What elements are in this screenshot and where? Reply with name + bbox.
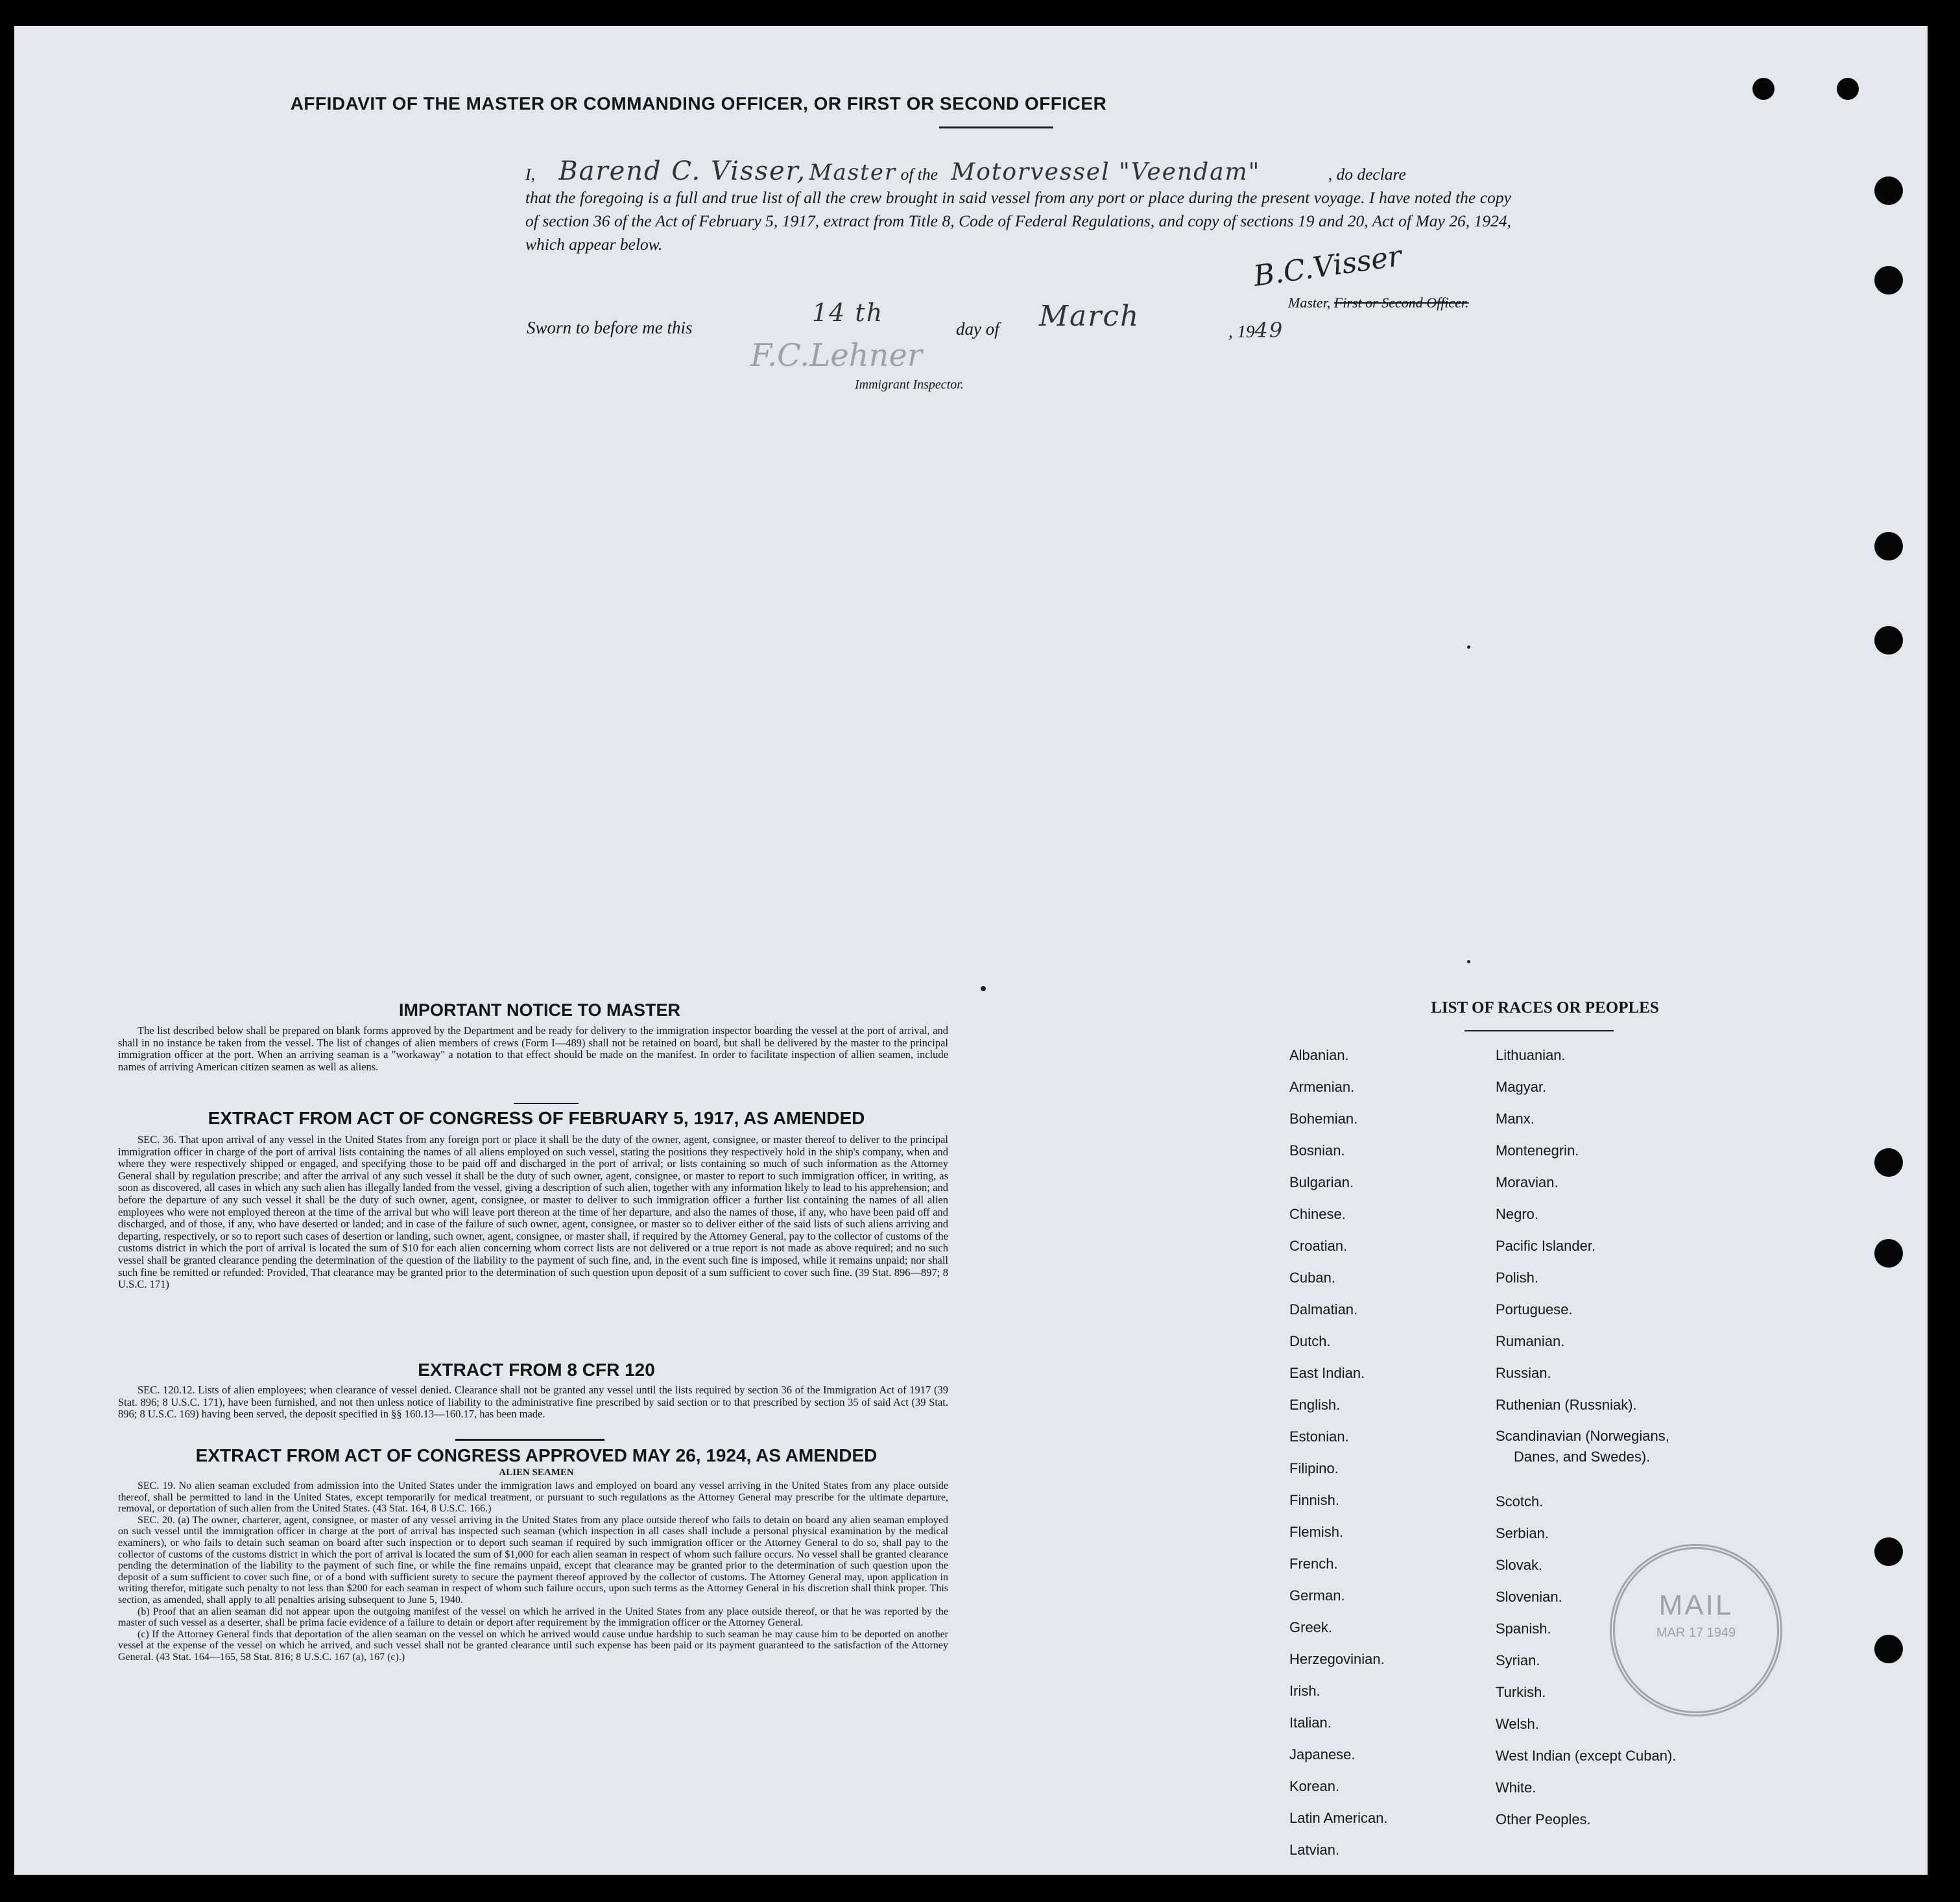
officer-label	[1288, 295, 1469, 311]
officer-signature: B.C.Visser	[1251, 239, 1404, 293]
race-item: Other Peoples.	[1496, 1811, 1591, 1827]
declaration-first-line	[525, 156, 1511, 186]
vessel-name-handwritten: Motorvessel "Veendam"	[951, 159, 1261, 186]
race-item: Slovenian.	[1496, 1589, 1562, 1605]
stamp-word: MAIL	[1658, 1589, 1734, 1621]
race-item: Greek.	[1289, 1619, 1333, 1635]
race-item: Welsh.	[1496, 1716, 1539, 1732]
sworn-month-handwritten: March	[1039, 300, 1140, 333]
race-item: West Indian (except Cuban).	[1496, 1748, 1677, 1764]
race-item: Armenian.	[1289, 1079, 1355, 1095]
binder-hole	[1874, 626, 1903, 655]
extract-1924-paragraph: (b) Proof that an alien seaman did not appear upon the outgoing manifest of the vessel on which he arrived in the United States from any place outside thereof, or that he was reported by the master of such vessel as a deserter, shall be prima facie evidence of a failure to detain or deport after requirement by the immigration officer or the Attorney General.	[118, 1606, 948, 1629]
pronoun: I,	[525, 165, 535, 184]
mail-stamp	[1610, 1544, 1782, 1716]
race-item: Cuban.	[1289, 1270, 1335, 1286]
race-item: Rumanian.	[1496, 1333, 1565, 1349]
document-page	[14, 26, 1928, 1875]
race-item: Syrian.	[1496, 1652, 1540, 1668]
speck	[1467, 645, 1470, 649]
race-item: Spanish.	[1496, 1620, 1551, 1637]
race-item: Ruthenian (Russniak).	[1496, 1397, 1637, 1413]
race-item: Croatian.	[1289, 1238, 1348, 1254]
do-declare: , do declare	[1328, 165, 1406, 184]
race-item: Lithuanian.	[1496, 1047, 1566, 1063]
sworn-year	[1228, 318, 1284, 343]
sworn-day-handwritten: 14 th	[812, 298, 884, 327]
stamp-date: MAR 17 1949	[1656, 1626, 1736, 1640]
race-item: Polish.	[1496, 1270, 1539, 1286]
races-column-2	[1496, 1039, 1768, 1835]
day-of: day of	[956, 319, 999, 339]
race-item: Russian.	[1496, 1365, 1551, 1381]
extract-1917-paragraph: SEC. 36. That upon arrival of any vessel in the United States from any foreign port or place it shall be the duty of the owner, agent, consignee, or master thereof to deliver to the principal immigration officer in charge of the port of arrival lists containing the names of all aliens employed on such vessel, stating the positions they respectively hold in the ship's company, when and where they were respectively shipped or engaged, and specifying those to be paid off and discharged in the port of arrival; or lists containing so much of such information as the Attorney General shall by regulation prescribe; and after the arrival of any such vessel it shall be the duty of such owner, agent, consignee, or master to report to such immigration officer, in writing, as soon as discovered, all cases in which any such alien has illegally landed from the vessel, giving a description of such alien, together with any information likely to lead to his apprehension; and before the departure of any such vessel it shall be the duty of such owner, agent, consignee, or master to deliver to such immigration officer a further list containing the names of all alien employees who were not employed thereon at the time of the arrival but who will leave port thereon at the time of her departure, and also the names of those, if any, who have been paid off and discharged, and of those, if any, who have deserted or landed; and in case of the failure of such owner, agent, consignee, or master so to deliver either of the said lists of such aliens arriving and departing, respectively, or so to report such cases of desertion or landing, such owner, agent, consignee, or master shall, if required by the Attorney General, pay to the collector of customs of the customs district in which the port of arrival is located the sum of $10 for each alien concerning whom correct lists are not delivered or a true report is not made as above required; and no such vessel shall be granted clearance pending the determination of the question of the liability to the payment of such fine, and, in the event such fine is imposed, while it remains unpaid; nor shall such fine be remitted or refunded: Provided, That clearance may be granted prior to the determination of such question upon deposit of a sum sufficient to cover such fine. (39 Stat. 896—897; 8 U.S.C. 171)	[118, 1133, 948, 1291]
races-column-1	[1289, 1039, 1484, 1866]
inspector-label: Immigrant Inspector.	[855, 378, 964, 392]
binder-hole	[1752, 78, 1775, 100]
race-item: Montenegrin.	[1496, 1142, 1579, 1159]
race-item: East Indian.	[1289, 1365, 1365, 1381]
extract-1917-heading: EXTRACT FROM ACT OF CONGRESS OF FEBRUARY 5, 1917, AS AMENDED	[208, 1108, 865, 1128]
race-item: Chinese.	[1289, 1206, 1346, 1222]
speck	[981, 986, 986, 991]
extract-1924-paragraph: SEC. 20. (a) The owner, charterer, agent, consignee, or master of any vessel arriving in the United States from any place outside thereof who fails to detain on board any alien seaman employed on such vessel until the immigration officer in charge at the port of arrival has inspected such seaman (which inspection in all cases shall include a personal physical examination by the medical examiners), or who fails to detain such seaman on board after such inspection or to deport such seaman if required by such immigration officer or the Attorney General to do so, shall pay to the collector of customs of the customs district in which the port of arrival is located the sum of $1,000 for each alien seaman in respect of whom such failure occurs. No vessel shall be granted clearance pending the determination of the liability to the payment of such fine, or while the fine remains unpaid, except that clearance may be granted prior to the determination of such question upon the deposit of a sum sufficient to cover such fine, or of a bond with sufficient surety to secure the payment thereof approved by the collector of customs. The Attorney General may, upon application in writing therefor, mitigate such penalty to not less than $200 for each seaman in respect of whom such failure occurs, upon such terms as the Attorney General in his discretion shall think proper. This section, as amended, shall apply to all penalties arising subsequent to June 5, 1940.	[118, 1514, 948, 1606]
race-item-scandinavian	[1496, 1421, 1768, 1486]
binder-hole	[1874, 1239, 1903, 1268]
binder-hole	[1874, 532, 1903, 560]
binder-hole	[1837, 78, 1859, 100]
extract-cfr-paragraph: SEC. 120.12. Lists of alien employees; when clearance of vessel denied. Clearance shall not be granted any vessel until the lists required by section 36 of the Immigration Act of 1917 (39 Stat. 896; 8 U.S.C. 171), have been furnished, and not then unless notice of liability to the administrative fine prescribed by said section or to that prescribed by section 35 of said Act (39 Stat. 896; 8 U.S.C. 169) having been served, the deposit specified in §§ 160.13—160.17, has been made.	[118, 1384, 948, 1421]
binder-hole	[1874, 176, 1903, 205]
binder-hole	[1874, 1148, 1903, 1177]
year-handwritten: 49	[1254, 318, 1284, 343]
race-item: Flemish.	[1289, 1524, 1344, 1540]
sworn-text: Sworn to before me this	[527, 318, 693, 337]
master-name-handwritten: Barend C. Visser,	[558, 156, 807, 186]
race-item: Estonian.	[1289, 1428, 1349, 1445]
binder-hole	[1874, 1537, 1903, 1566]
extract-cfr-heading: EXTRACT FROM 8 CFR 120	[418, 1360, 655, 1380]
race-item: French.	[1289, 1556, 1338, 1572]
race-item: Bohemian.	[1289, 1111, 1358, 1127]
race-item: Turkish.	[1496, 1684, 1546, 1700]
race-item: Moravian.	[1496, 1174, 1559, 1190]
race-item: Dalmatian.	[1289, 1301, 1358, 1318]
race-item: Manx.	[1496, 1111, 1535, 1127]
extract-cfr-text	[118, 1384, 948, 1421]
officer-label-struck: First or Second Officer.	[1333, 295, 1469, 311]
declaration	[525, 156, 1511, 256]
affidavit-title: AFFIDAVIT OF THE MASTER OR COMMANDING OFFICER, OR FIRST OR SECOND OFFICER	[290, 93, 1107, 114]
race-item: Bulgarian.	[1289, 1174, 1354, 1190]
binder-hole	[1874, 266, 1903, 295]
race-item: Latin American.	[1289, 1810, 1388, 1826]
race-item: Slovak.	[1496, 1557, 1543, 1573]
race-item: Filipino.	[1289, 1460, 1339, 1476]
master-title-handwritten: Master	[809, 160, 897, 186]
race-item: Dutch.	[1289, 1333, 1331, 1349]
race-item: Italian.	[1289, 1715, 1332, 1731]
notice-heading: IMPORTANT NOTICE TO MASTER	[399, 1000, 680, 1020]
race-item: Bosnian.	[1289, 1142, 1345, 1159]
race-item: Negro.	[1496, 1206, 1539, 1222]
race-item: Portuguese.	[1496, 1301, 1573, 1318]
title-rule	[939, 126, 1053, 128]
extract-1917-text	[118, 1134, 948, 1291]
races-rule	[1464, 1030, 1614, 1031]
race-item: White.	[1496, 1779, 1536, 1796]
race-item: German.	[1289, 1587, 1345, 1604]
race-item: Magyar.	[1496, 1079, 1547, 1095]
speck	[1467, 960, 1470, 963]
notice-text	[118, 1025, 948, 1073]
race-item: Finnish.	[1289, 1492, 1340, 1508]
race-item: Korean.	[1289, 1778, 1340, 1794]
race-item: Serbian.	[1496, 1525, 1549, 1541]
year-prefix: , 19	[1228, 322, 1255, 341]
race-item: Herzegovinian.	[1289, 1651, 1385, 1667]
race-item: English.	[1289, 1397, 1341, 1413]
inspector-signature: F.C.Lehner	[750, 337, 922, 374]
officer-label-master: Master,	[1288, 295, 1331, 311]
race-item-line: Danes, and Swedes).	[1514, 1449, 1651, 1465]
race-item: Japanese.	[1289, 1746, 1356, 1763]
extract-1924-paragraph: SEC. 19. No alien seaman excluded from admission into the United States under the immigration laws and employed on board any vessel arriving in the United States from any place outside thereof, shall be permitted to land in the United States, except temporarily for medical treatment, or pursuant to such regulations as the Attorney General may prescribe for the ultimate departure, removal, or deportation of such alien from the United States. (43 Stat. 164, 8 U.S.C. 166.)	[118, 1480, 948, 1515]
section-rule	[455, 1439, 604, 1441]
extract-1924-subheading: ALIEN SEAMEN	[499, 1467, 574, 1478]
race-item: Scotch.	[1496, 1493, 1544, 1510]
notice-paragraph: The list described below shall be prepared on blank forms approved by the Department and be ready for delivery to the immigration inspector boarding the vessel at the port of arrival, and shall in no instance be taken from the vessel. The list of changes of alien members of crews (Form I—489) shall not be retained on board, but shall be delivered by the master to the principal immigration officer at the port. When an arriving seaman is a "workaway" a notation to that effect should be made on the manifest. In order to facilitate inspection of allien seamen, include names of arriving American citizen seamen as well as aliens.	[118, 1024, 948, 1073]
extract-1924-heading: EXTRACT FROM ACT OF CONGRESS APPROVED MAY 26, 1924, AS AMENDED	[195, 1445, 878, 1465]
extract-1924-paragraph: (c) If the Attorney General finds that deportation of the alien seaman on the vessel on which he arrived would cause undue hardship to such seaman he may cause him to be deported on another vessel at the expense of the vessel on which he arrived, and such vessel shall not be granted clearance until such expense has been paid or its payment guaranteed to the satisfaction of the Attorney General. (43 Stat. 164—165, 58 Stat. 816; 8 U.S.C. 167 (a), 167 (c).)	[118, 1628, 948, 1663]
race-item: Pacific Islander.	[1496, 1238, 1596, 1254]
binder-hole	[1874, 1635, 1903, 1663]
of-the: of the	[900, 165, 938, 184]
extract-1924-text	[118, 1480, 948, 1663]
declaration-body: that the foregoing is a full and true list of all the crew brought in said vessel from any port or place during the present voyage. I have noted the copy of section 36 of the Act of February 5, 1917, extract from Title 8, Code of Federal Regulations, and copy of sections 19 and 20, Act of May 26, 1924, which appear below.	[525, 188, 1511, 254]
race-item: Latvian.	[1289, 1842, 1340, 1858]
race-item-line: Scandinavian (Norwegians,	[1496, 1428, 1669, 1444]
race-item: Albanian.	[1289, 1047, 1349, 1063]
races-heading: LIST OF RACES OR PEOPLES	[1431, 999, 1659, 1017]
race-item: Irish.	[1289, 1683, 1321, 1699]
section-rule	[514, 1103, 579, 1104]
